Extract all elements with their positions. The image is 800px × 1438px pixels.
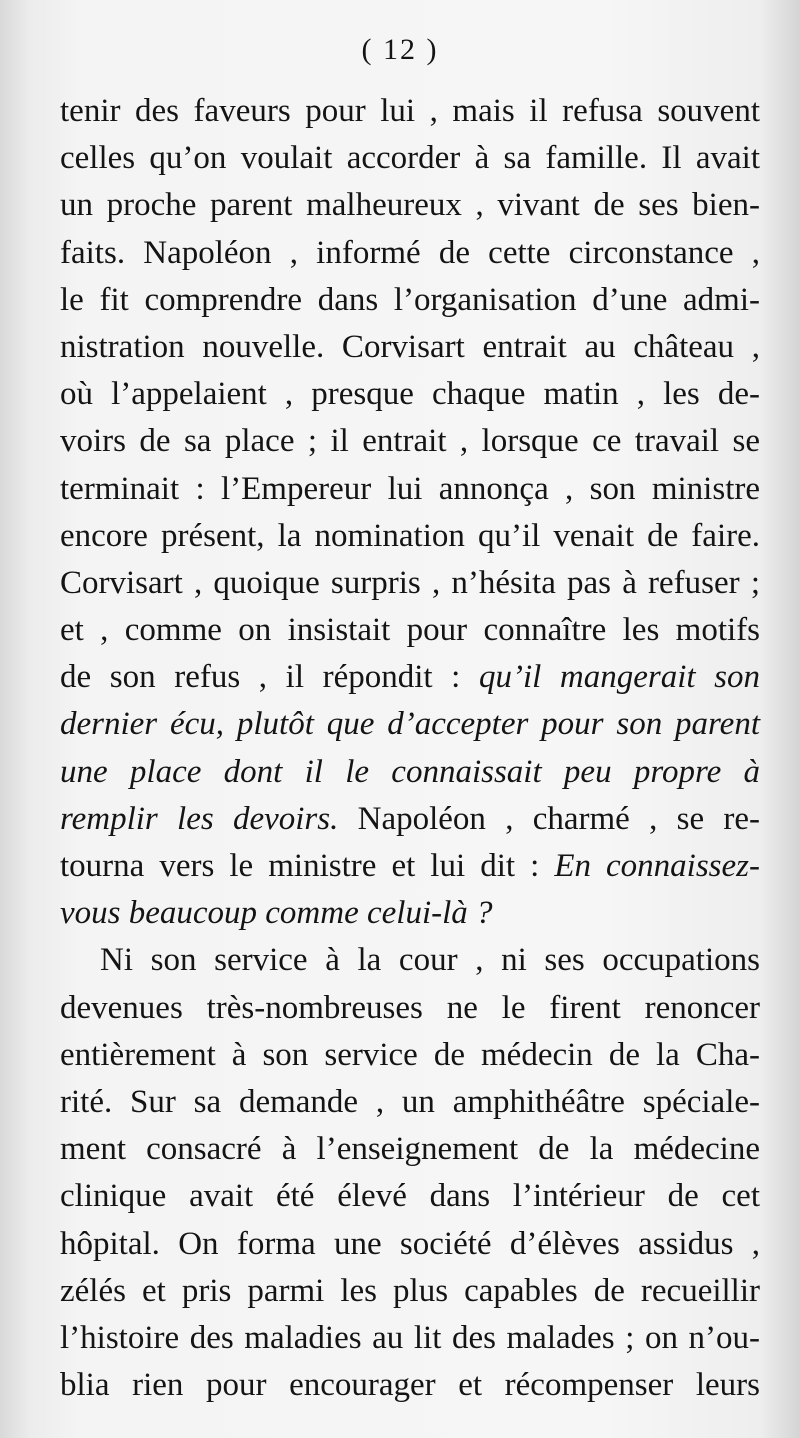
- text-segment: faits. Napoléon , informé de cette circonstance ,: [60, 234, 760, 271]
- text-line: [60, 466, 760, 513]
- text-segment: clinique avait été élevé dans l’intérieur de cet: [60, 1178, 760, 1215]
- text-line: [60, 324, 760, 371]
- text-line: [60, 182, 760, 229]
- text-line: [60, 796, 760, 843]
- text-line: [60, 937, 760, 984]
- text-line: [60, 890, 760, 937]
- text-line: [60, 843, 760, 890]
- text-segment: rité. Sur sa demande , un amphithéâtre spéciale-: [60, 1083, 760, 1120]
- text-segment: où l’appelaient , presque chaque matin , les de-: [60, 376, 760, 413]
- text-line: [60, 985, 760, 1032]
- text-line: [60, 513, 760, 560]
- text-segment: voirs de sa place ; il entrait , lorsque ce travail se: [60, 423, 760, 460]
- text-line: [60, 1315, 760, 1362]
- text-line: [60, 1173, 760, 1220]
- text-segment: le fit comprendre dans l’organisation d’une admi-: [60, 281, 760, 318]
- text-line: [60, 607, 760, 654]
- text-segment: Ni son service à la cour , ni ses occupations: [100, 942, 760, 979]
- text-segment: ment consacré à l’enseignement de la médecine: [60, 1131, 760, 1168]
- text-line: [60, 418, 760, 465]
- text-line: [60, 135, 760, 182]
- text-segment: de son refus , il répondit :: [60, 659, 479, 696]
- text-segment: Napoléon , charmé , se re-: [338, 800, 760, 837]
- text-segment: hôpital. On forma une société d’élèves assidus ,: [60, 1225, 760, 1262]
- text-segment: entièrement à son service de médecin de la Cha-: [60, 1036, 760, 1073]
- text-segment: un proche parent malheureux , vivant de ses bien-: [60, 187, 760, 224]
- text-line: [60, 749, 760, 796]
- text-segment: tourna vers le ministre et lui dit :: [60, 848, 555, 884]
- text-line: [60, 1126, 760, 1173]
- text-segment: terminait : l’Empereur lui annonça , son ministre: [60, 470, 760, 507]
- text-line: [60, 654, 760, 701]
- text-segment: celles qu’on voulait accorder à sa famille. Il avait: [60, 140, 760, 177]
- text-line: [60, 701, 760, 748]
- italic-text: une place dont il le connaissait peu propre à: [60, 753, 760, 790]
- text-segment: blia rien pour encourager et récompenser leurs: [60, 1367, 760, 1404]
- text-line: [60, 1079, 760, 1126]
- text-segment: l’histoire des maladies au lit des malades ; on n’ou-: [60, 1319, 760, 1356]
- text-line: [60, 560, 760, 607]
- italic-text: qu’il mangerait son: [478, 659, 760, 696]
- text-line: [60, 1221, 760, 1268]
- text-segment: nistration nouvelle. Corvisart entrait au château ,: [60, 328, 760, 365]
- text-line: [60, 1268, 760, 1315]
- text-line: [60, 230, 760, 277]
- text-segment: zélés et pris parmi les plus capables de recueillir: [60, 1272, 760, 1309]
- body-text: [60, 88, 760, 1409]
- italic-text: vous beaucoup comme celui-là ?: [60, 895, 493, 932]
- italic-text: remplir les devoirs.: [60, 800, 339, 837]
- text-line: [60, 1362, 760, 1409]
- text-line: [60, 277, 760, 324]
- text-segment: tenir des faveurs pour lui , mais il refusa souvent: [60, 93, 760, 129]
- text-line: [60, 88, 760, 135]
- text-segment: encore présent, la nomination qu’il venait de faire.: [60, 517, 760, 554]
- text-segment: et , comme on insistait pour connaître les motifs: [60, 612, 760, 649]
- page-number: ( 12 ): [361, 33, 439, 66]
- text-line: [60, 371, 760, 418]
- italic-text: dernier écu, plutôt que d’accepter pour son parent: [60, 706, 760, 743]
- text-segment: Corvisart , quoique surpris , n’hésita pas à refuser ;: [60, 564, 760, 601]
- italic-text: En connaissez-: [554, 848, 760, 884]
- text-segment: devenues très-nombreuses ne le firent renoncer: [60, 989, 760, 1026]
- text-line: [60, 1032, 760, 1079]
